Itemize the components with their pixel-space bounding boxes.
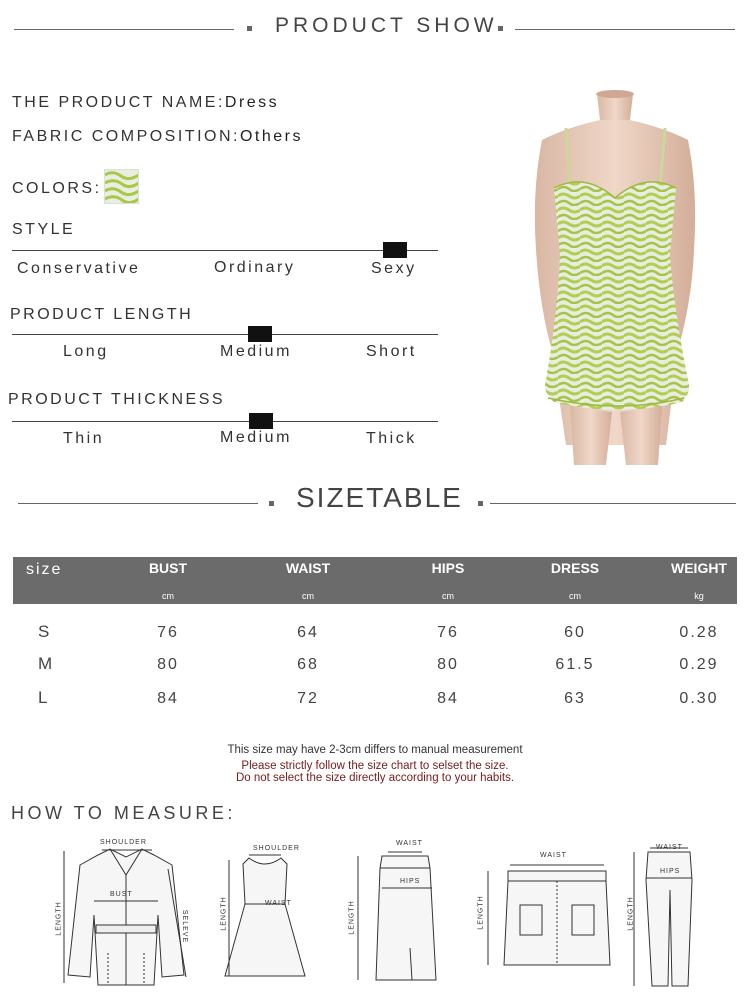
size-column-header: size bbox=[26, 561, 63, 578]
column-unit-weight: kg bbox=[694, 591, 704, 601]
trousers-hips-label: HIPS bbox=[660, 868, 681, 875]
mannequin-dress-illustration bbox=[470, 80, 745, 470]
length-title: PRODUCT LENGTH bbox=[10, 306, 194, 323]
row-size-label: L bbox=[38, 688, 48, 707]
product-photo bbox=[470, 80, 745, 470]
thickness-option-thick: Thick bbox=[366, 430, 417, 447]
colors-label: COLORS: bbox=[12, 180, 102, 197]
jacket-length-label: LENGTH bbox=[55, 901, 63, 936]
style-scale-line bbox=[12, 250, 438, 251]
column-unit-dress: cm bbox=[569, 591, 581, 601]
table-cell: 76 bbox=[157, 624, 179, 641]
table-cell: 80 bbox=[157, 656, 179, 673]
product-show-rule-left bbox=[14, 29, 234, 30]
style-title: STYLE bbox=[12, 221, 76, 238]
jacket-bust-label: BUST bbox=[110, 891, 133, 898]
thickness-title: PRODUCT THICKNESS bbox=[8, 391, 226, 408]
product-show-dot-left bbox=[247, 26, 252, 31]
table-cell: 76 bbox=[437, 624, 459, 641]
table-cell: 60 bbox=[564, 624, 586, 641]
table-cell: 61.5 bbox=[555, 656, 595, 673]
dress-shoulder-label: SHOULDER bbox=[253, 845, 300, 852]
jacket-shoulder-label: SHOULDER bbox=[100, 839, 147, 846]
fabric-label: FABRIC COMPOSITION: bbox=[12, 128, 240, 145]
denim-length-label: LENGTH bbox=[477, 895, 485, 930]
row-size-label: M bbox=[38, 654, 53, 673]
column-header-hips: HIPS bbox=[431, 560, 465, 576]
sizetable-rule-right bbox=[490, 503, 736, 504]
thickness-option-thin: Thin bbox=[63, 430, 105, 447]
table-cell: 84 bbox=[437, 690, 459, 707]
product-show-dot-right bbox=[498, 26, 503, 31]
skirt-length-label: LENGTH bbox=[348, 900, 356, 935]
trousers-diagram bbox=[620, 840, 700, 995]
style-option-ordinary: Ordinary bbox=[214, 259, 296, 276]
column-unit-hips: cm bbox=[442, 591, 454, 601]
table-cell: 72 bbox=[297, 690, 319, 707]
sizetable-dot-right bbox=[478, 501, 483, 506]
style-option-sexy: Sexy bbox=[371, 260, 417, 277]
length-scale-line bbox=[12, 334, 438, 335]
sizetable-rule-left bbox=[18, 503, 258, 504]
denim-waist-label: WAIST bbox=[540, 852, 567, 859]
length-option-short: Short bbox=[366, 343, 417, 360]
table-cell: 80 bbox=[437, 656, 459, 673]
skirt-diagram bbox=[340, 840, 450, 990]
dress-length-label: LENGTH bbox=[220, 896, 228, 931]
table-cell: 0.29 bbox=[679, 656, 719, 673]
column-unit-waist: cm bbox=[302, 591, 314, 601]
jacket-sleeve-label: SELEVE bbox=[181, 909, 189, 944]
row-size-label: S bbox=[38, 622, 50, 641]
length-option-medium: Medium bbox=[220, 343, 292, 360]
fabric-value: Others bbox=[239, 128, 303, 145]
sizetable-title: SIZETABLE bbox=[296, 482, 463, 513]
how-to-measure-title: HOW TO MEASURE: bbox=[11, 803, 236, 823]
column-unit-bust: cm bbox=[162, 591, 174, 601]
sizetable-dot-left bbox=[269, 501, 274, 506]
table-cell: 68 bbox=[297, 656, 319, 673]
dress-waist-label: WAIST bbox=[265, 900, 292, 907]
column-header-dress: DRESS bbox=[550, 560, 600, 576]
column-header-weight: WEIGHT bbox=[671, 560, 727, 576]
thickness-option-medium: Medium bbox=[220, 429, 292, 446]
trousers-length-label: LENGTH bbox=[627, 896, 635, 931]
column-header-waist: WAIST bbox=[285, 560, 331, 576]
fabric-composition bbox=[12, 128, 303, 146]
measurement-note: This size may have 2-3cm differs to manual measurement bbox=[227, 744, 523, 756]
jacket-diagram bbox=[50, 835, 200, 995]
size-table-header bbox=[13, 557, 737, 604]
style-marker[interactable] bbox=[383, 242, 407, 258]
size-chart-warning: Please strictly follow the size chart to selset the size. bbox=[241, 760, 509, 772]
skirt-waist-label: WAIST bbox=[396, 840, 423, 847]
table-cell: 64 bbox=[297, 624, 319, 641]
product-show-title: PRODUCT SHOW bbox=[275, 14, 498, 37]
product-name bbox=[12, 94, 279, 112]
product-name-value: Dress bbox=[224, 94, 280, 111]
length-marker[interactable] bbox=[248, 326, 272, 342]
thickness-marker[interactable] bbox=[249, 413, 273, 429]
length-option-long: Long bbox=[63, 343, 109, 360]
dress-diagram bbox=[215, 840, 315, 990]
denim-skirt-diagram bbox=[470, 845, 620, 985]
color-swatch[interactable] bbox=[104, 169, 139, 204]
habit-warning: Do not select the size directly according to your habits. bbox=[235, 772, 515, 784]
table-cell: 0.28 bbox=[679, 624, 719, 641]
colors bbox=[12, 180, 102, 198]
product-name-label: THE PRODUCT NAME: bbox=[12, 94, 225, 111]
trousers-waist-label: WAIST bbox=[656, 844, 683, 851]
product-show-rule-right bbox=[515, 29, 735, 30]
thickness-scale-line bbox=[12, 421, 438, 422]
table-cell: 84 bbox=[157, 690, 179, 707]
table-cell: 0.30 bbox=[679, 690, 719, 707]
style-option-conservative: Conservative bbox=[17, 260, 141, 277]
skirt-hips-label: HIPS bbox=[400, 878, 421, 885]
column-header-bust: BUST bbox=[148, 560, 188, 576]
table-cell: 63 bbox=[564, 690, 586, 707]
